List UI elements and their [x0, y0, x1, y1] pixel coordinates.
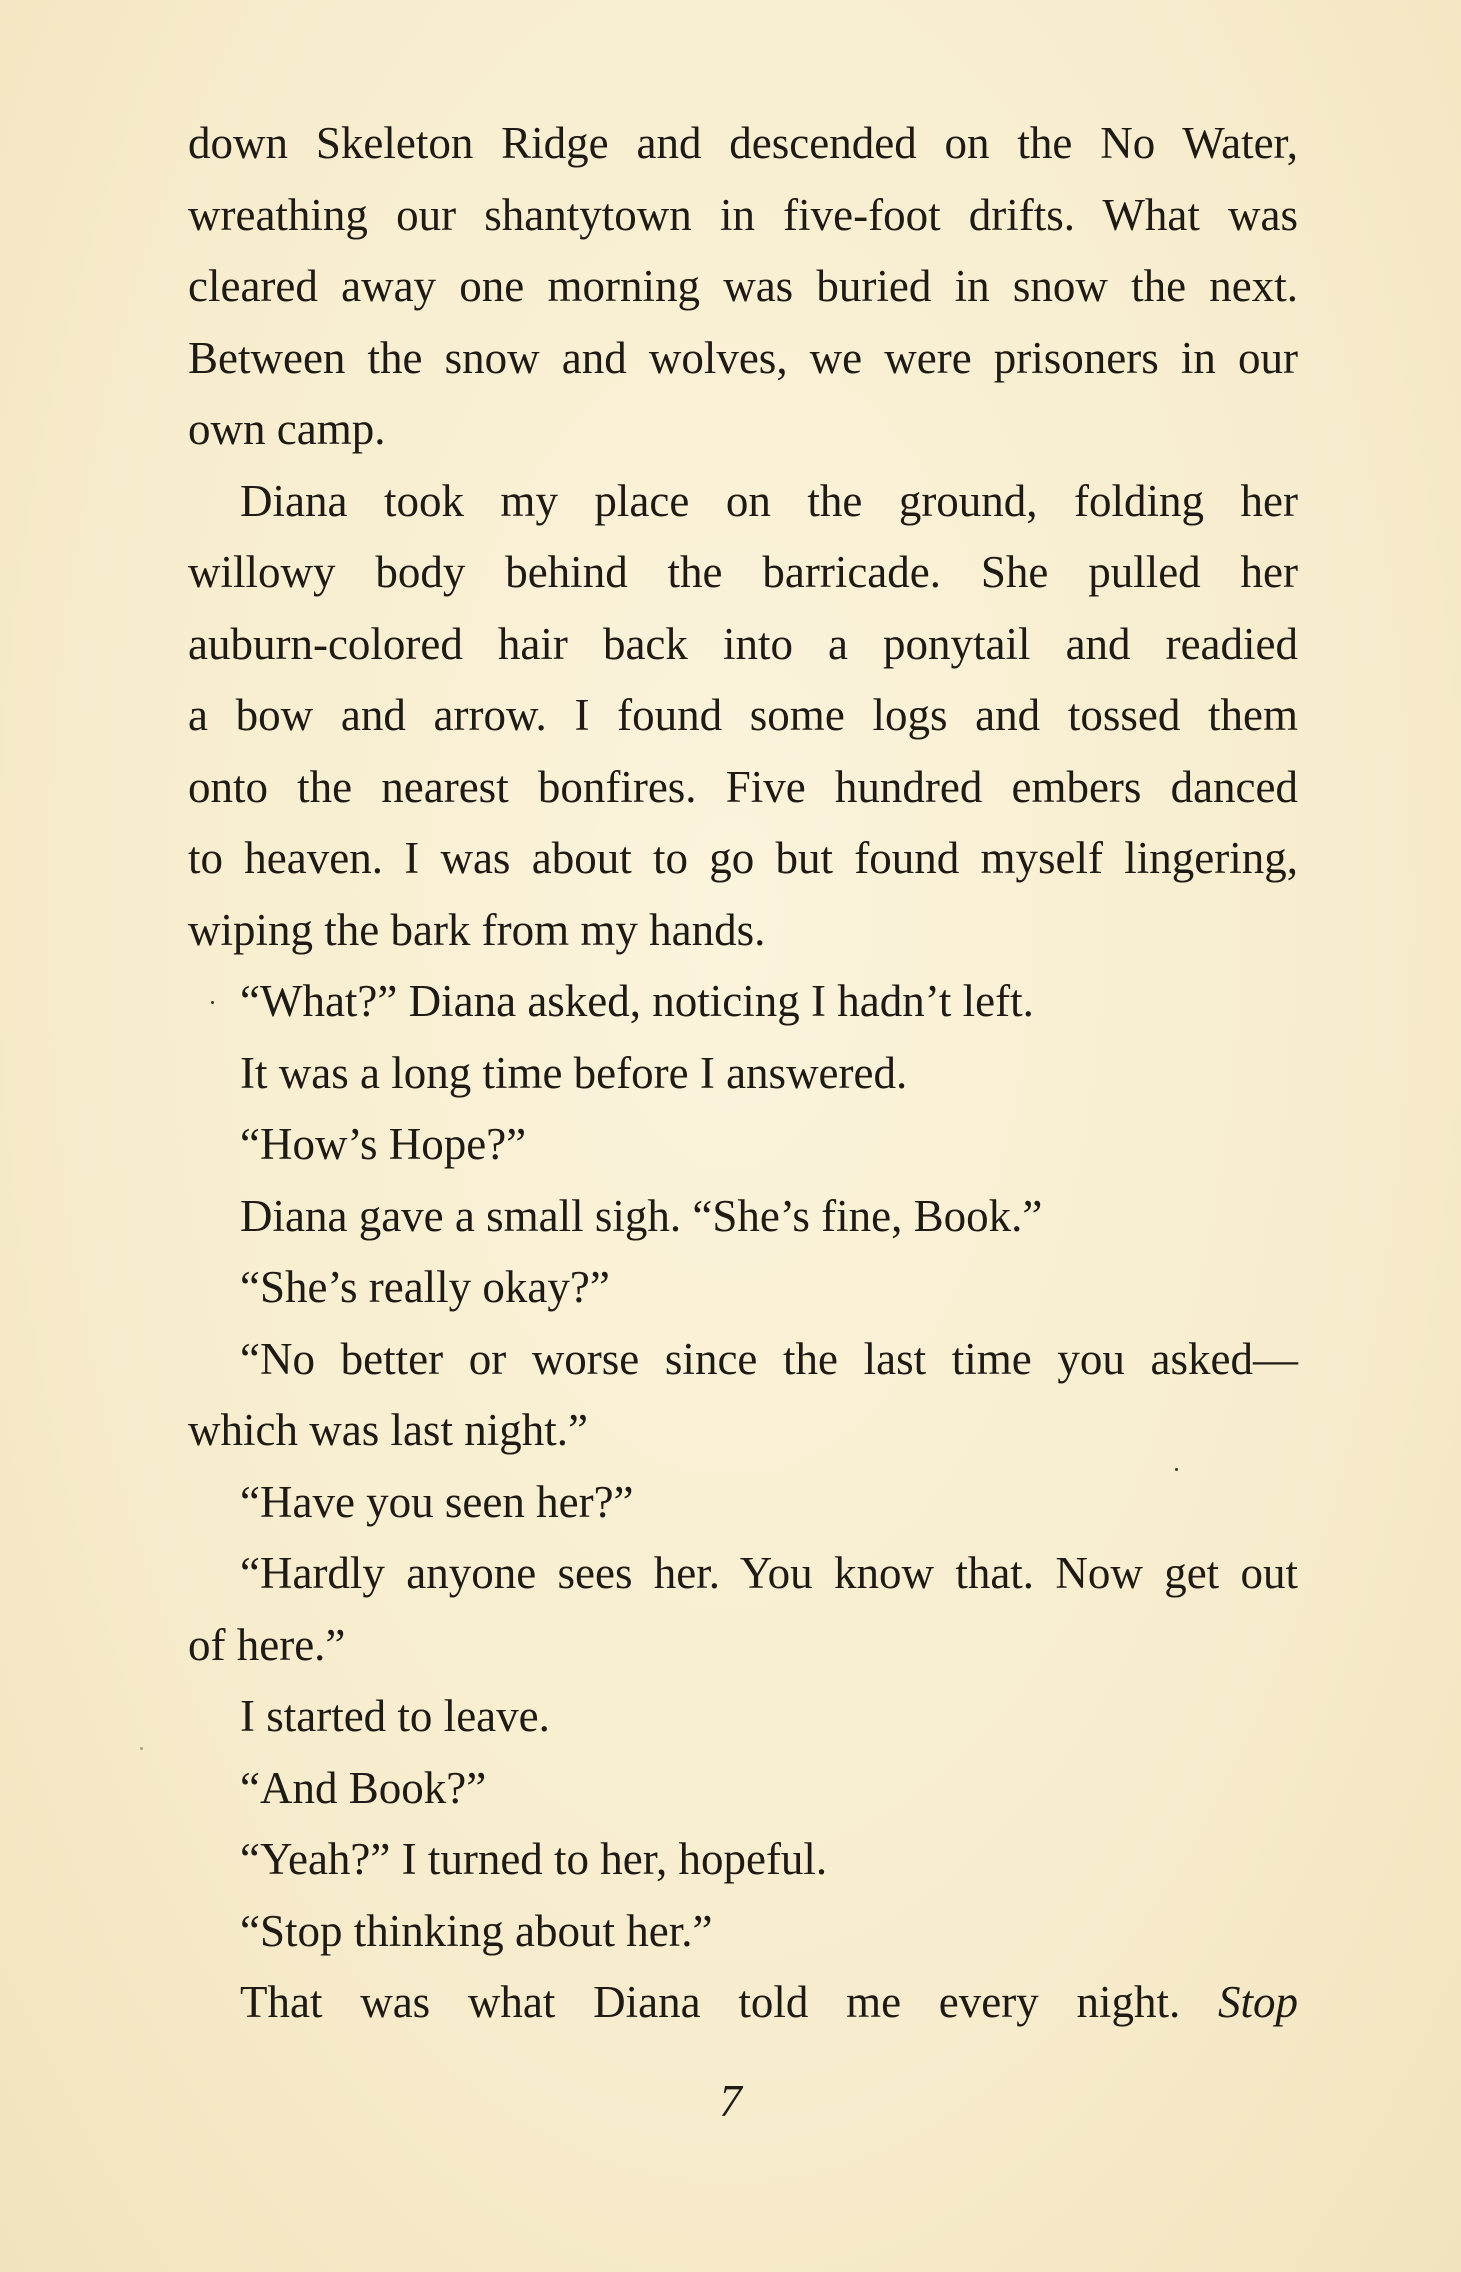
- text-line: “What?” Diana asked, noticing I hadn’t left.: [240, 976, 1034, 1026]
- print-speck: [140, 1747, 143, 1750]
- text-line: which was last night.”: [188, 1405, 588, 1455]
- text-line: onto the nearest bonfires. Five hundred embers danced: [188, 761, 1298, 812]
- text-line: Diana gave a small sigh. “She’s fine, Book.”: [240, 1190, 1043, 1241]
- page-number: 7: [719, 2076, 742, 2126]
- text-line: “Have you seen her?”: [240, 1476, 634, 1527]
- body-text: [188, 108, 1298, 2039]
- text-line: own camp.: [188, 404, 386, 454]
- text-line: auburn-colored hair back into a ponytail and readied: [188, 618, 1298, 669]
- text-line: wreathing our shantytown in five-foot drifts. What was: [188, 189, 1298, 240]
- text-line: I started to leave.: [240, 1691, 550, 1741]
- text-line: “And Book?”: [240, 1762, 487, 1813]
- text-line: cleared away one morning was buried in snow the next.: [188, 261, 1298, 311]
- text-line: to heaven. I was about to go but found myself lingering,: [188, 833, 1298, 883]
- text-line: “Yeah?” I turned to her, hopeful.: [240, 1834, 828, 1884]
- text-line: “How’s Hope?”: [240, 1119, 527, 1169]
- text-line: “She’s really okay?”: [240, 1262, 610, 1312]
- print-speck: [1175, 1468, 1178, 1471]
- text-line: Diana took my place on the ground, folding her: [240, 475, 1298, 526]
- text-line: of here.”: [188, 1619, 346, 1670]
- text-line: wiping the bark from my hands.: [188, 904, 766, 955]
- text-line: “Hardly anyone sees her. You know that. Now get out: [240, 1548, 1298, 1598]
- italic-word: Stop: [1217, 1977, 1298, 2027]
- text-line-main: That was what Diana told me every night.: [240, 1977, 1181, 2027]
- text-line: down Skeleton Ridge and descended on the No Water,: [188, 118, 1298, 168]
- print-speck: [211, 1001, 214, 1004]
- text-line: a bow and arrow. I found some logs and tossed them: [188, 690, 1298, 740]
- text-line: “No better or worse since the last time you asked—: [240, 1333, 1298, 1384]
- text-line: [188, 1967, 1298, 2039]
- text-line: It was a long time before I answered.: [240, 1047, 908, 1098]
- text-line: “Stop thinking about her.”: [240, 1905, 713, 1956]
- text-line: willowy body behind the barricade. She pulled her: [188, 547, 1298, 597]
- text-line: Between the snow and wolves, we were prisoners in our: [188, 332, 1298, 383]
